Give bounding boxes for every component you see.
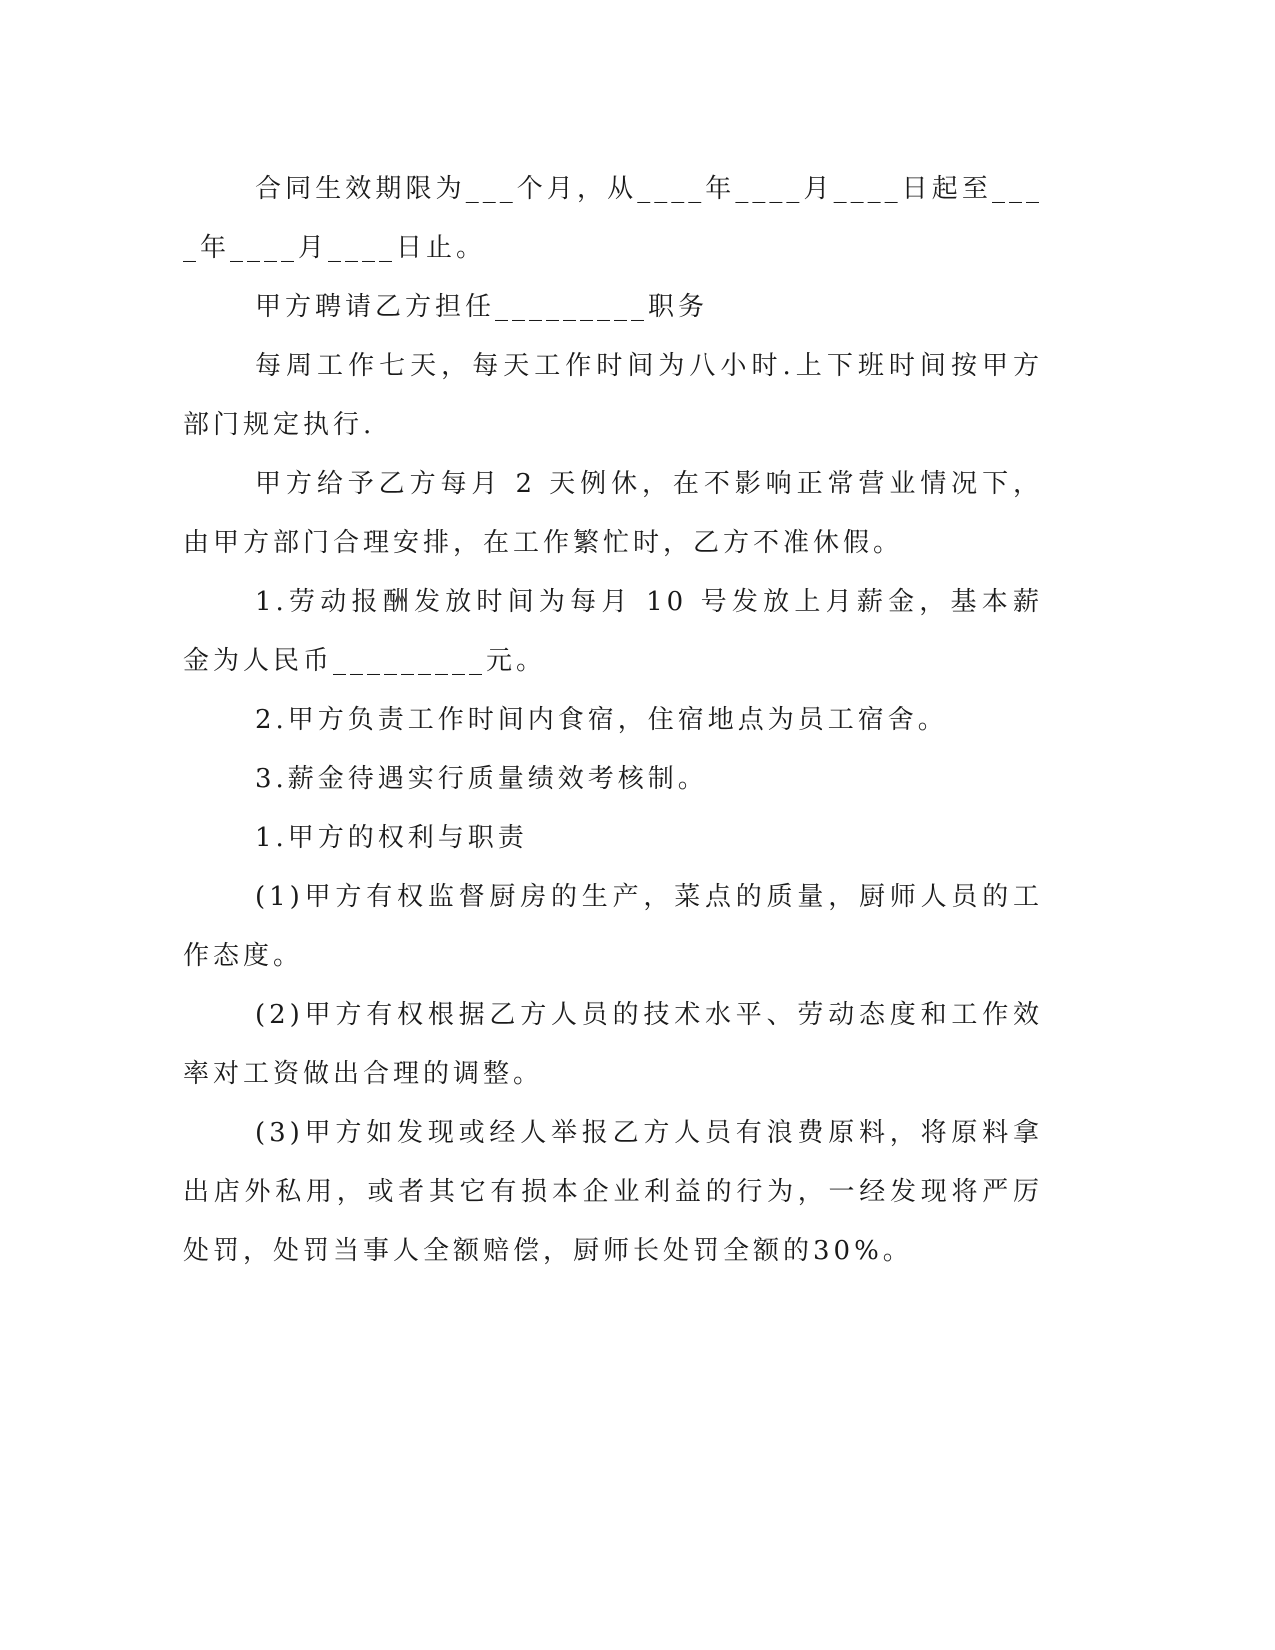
salary-paragraph: 1.劳动报酬发放时间为每月 10 号发放上月薪金，基本薪金为人民币_________元。 xyxy=(183,587,1043,676)
position-paragraph: 甲方聘请乙方担任_________职务 xyxy=(255,292,709,322)
performance-paragraph: 3.薪金待遇实行质量绩效考核制。 xyxy=(255,764,708,794)
rest-days-paragraph: 甲方给予乙方每月 2 天例休，在不影响正常营业情况下，由甲方部门合理安排，在工作繁忙时，乙方不准休假。 xyxy=(183,469,1043,558)
party-a-right-3: (3)甲方如发现或经人举报乙方人员有浪费原料，将原料拿出店外私用，或者其它有损本企业利益的行为，一经发现将严厉处罚，处罚当事人全额赔偿，厨师长处罚全额的30%。 xyxy=(183,1118,1043,1266)
party-a-rights-heading: 1.甲方的权利与职责 xyxy=(255,823,528,853)
party-a-right-1: (1)甲方有权监督厨房的生产，菜点的质量，厨师人员的工作态度。 xyxy=(183,882,1043,971)
contract-term-paragraph: 合同生效期限为___个月，从____年____月____日起至____年____月____日止。 xyxy=(183,174,1043,263)
accommodation-paragraph: 2.甲方负责工作时间内食宿，住宿地点为员工宿舍。 xyxy=(255,705,948,735)
party-a-right-2: (2)甲方有权根据乙方人员的技术水平、劳动态度和工作效率对工资做出合理的调整。 xyxy=(183,1000,1043,1089)
work-hours-paragraph: 每周工作七天，每天工作时间为八小时.上下班时间按甲方部门规定执行. xyxy=(183,351,1043,440)
document-body xyxy=(183,160,1043,1281)
